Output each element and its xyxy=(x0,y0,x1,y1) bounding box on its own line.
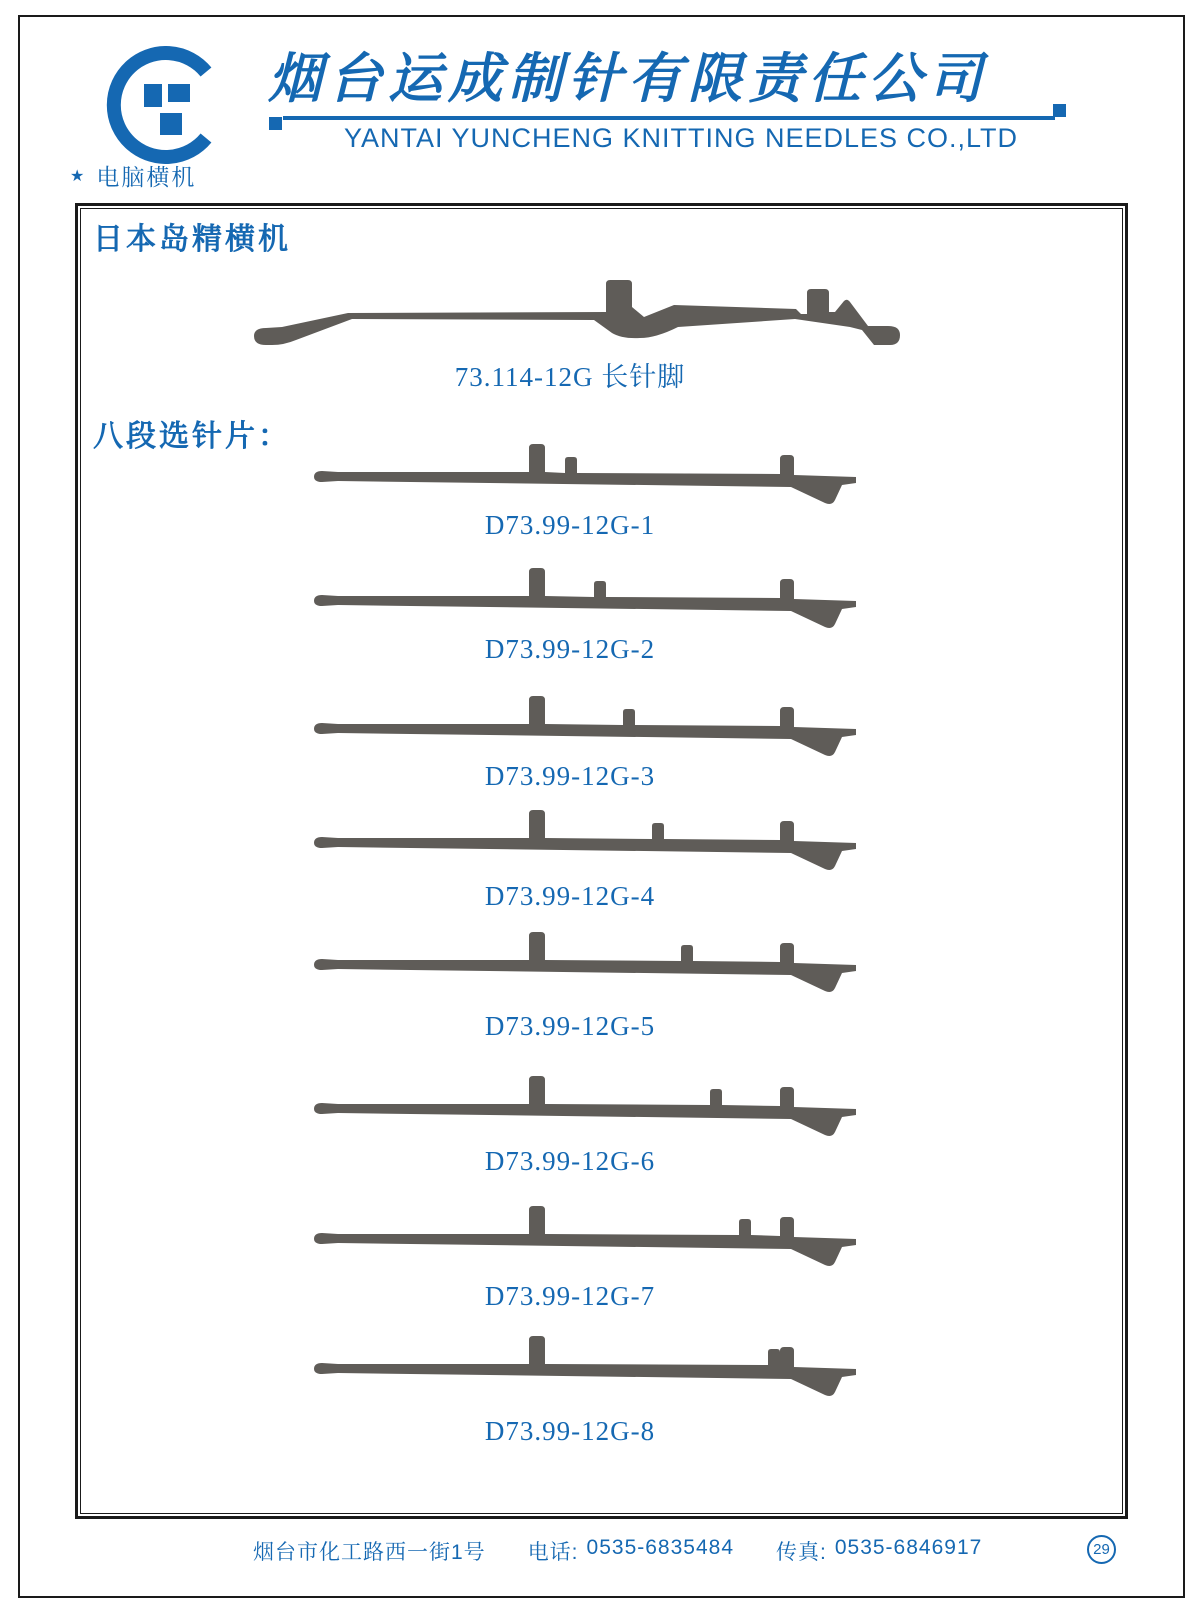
long-needle-diagram xyxy=(250,250,910,360)
footer-phone xyxy=(528,1536,734,1566)
footer-fax xyxy=(776,1536,982,1566)
jack-label-4: D73.99-12G-4 xyxy=(484,881,656,911)
jack-label-2: D73.99-12G-2 xyxy=(484,634,656,664)
jack-diagram-5 xyxy=(310,920,870,1000)
footer-phone-number: 0535-6835484 xyxy=(586,1536,734,1559)
jack-diagram-1 xyxy=(310,432,870,512)
footer-fax-label: 传真: xyxy=(776,1541,827,1564)
header-rule xyxy=(283,116,1055,120)
jacks-heading: 八段选针片： xyxy=(93,420,291,453)
jack-label-7: D73.99-12G-7 xyxy=(484,1281,656,1311)
company-name-english: YANTAI YUNCHENG KNITTING NEEDLES CO.,LTD xyxy=(343,123,1019,153)
jack-label-5: D73.99-12G-5 xyxy=(484,1011,656,1041)
jack-diagram-3 xyxy=(310,684,870,764)
jack-label-3: D73.99-12G-3 xyxy=(484,761,656,791)
jack-diagram-4 xyxy=(310,798,870,878)
footer-address: 烟台市化工路西一街1号 xyxy=(253,1541,486,1564)
jack-diagram-8 xyxy=(310,1324,870,1404)
jack-label-1: D73.99-12G-1 xyxy=(484,510,656,540)
header-rule-left-square xyxy=(269,117,282,130)
jack-diagram-7 xyxy=(310,1194,870,1274)
company-name-chinese: 烟台运成制针有限责任公司 xyxy=(268,49,988,109)
category-label: 电脑横机 xyxy=(96,164,197,190)
jack-diagram-2 xyxy=(310,556,870,636)
company-logo-icon xyxy=(106,46,224,164)
jack-label-6: D73.99-12G-6 xyxy=(484,1146,656,1176)
section-title: 日本岛精横机 xyxy=(93,223,291,256)
footer xyxy=(253,1536,982,1566)
footer-fax-number: 0535-6846917 xyxy=(834,1536,983,1559)
star-icon: ★ xyxy=(70,168,85,185)
header-rule-right-square xyxy=(1053,104,1066,117)
jack-label-8: D73.99-12G-8 xyxy=(484,1416,656,1446)
long-needle-label: 73.114-12G 长针脚 xyxy=(454,362,686,392)
footer-phone-label: 电话: xyxy=(527,1541,579,1564)
category-row xyxy=(70,164,196,190)
jack-diagram-6 xyxy=(310,1064,870,1144)
page-number-badge: 29 xyxy=(1087,1535,1116,1564)
